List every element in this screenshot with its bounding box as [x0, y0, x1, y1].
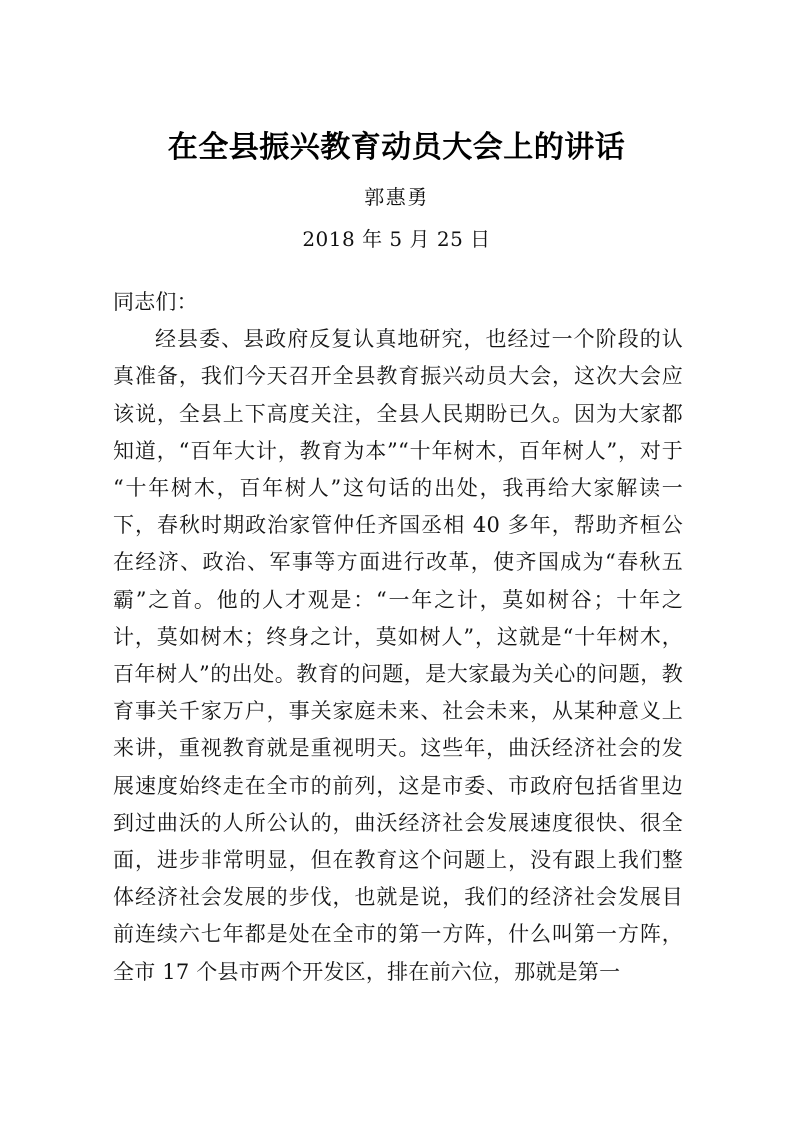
- document-date: 2018 年 5 月 25 日: [302, 227, 491, 251]
- document-header: [0, 0, 793, 254]
- salutation-line: 同志们：: [113, 290, 198, 314]
- document-author: 郭惠勇: [364, 185, 429, 209]
- body-paragraph: 经县委、县政府反复认真地研究，也经过一个阶段的认真准备，我们今天召开全县教育振兴动员大会，这次大会应该说，全县上下高度关注，全县人民期盼已久。因为大家都知道，“百年大计，教育为本”“十年树木，百年树人”，对于“十年树木，百年树人”这句话的出处，我再给大家解读一下，春秋时期政治家管仲任齐国丞相 40 多年，帮助齐桓公在经济、政治、军事等方面进行改革，使齐国成为“春秋五霸”之首。他的人才观是：“一年之计，莫如树谷；十年之计，莫如树木；终身之计，莫如树人”，这就是“十年树木，百年树人”的出处。教育的问题，是大家最为关心的问题，教育事关千家万户，事关家庭未来、社会未来，从某种意义上来讲，重视教育就是重视明天。这些年，曲沃经济社会的发展速度始终走在全市的前列，这是市委、市政府包括省里边到过曲沃的人所公认的，曲沃经济社会发展速度很快、很全面，进步非常明显，但在教育这个问题上，没有跟上我们整体经济社会发展的步伐，也就是说，我们的经济社会发展目前连续六七年都是处在全市的第一方阵，什么叫第一方阵，全市 17 个县市两个开发区，排在前六位，那就是第一: [113, 327, 683, 984]
- page-title: 在全县振兴教育动员大会上的讲话: [167, 130, 626, 165]
- document-body: [113, 284, 683, 991]
